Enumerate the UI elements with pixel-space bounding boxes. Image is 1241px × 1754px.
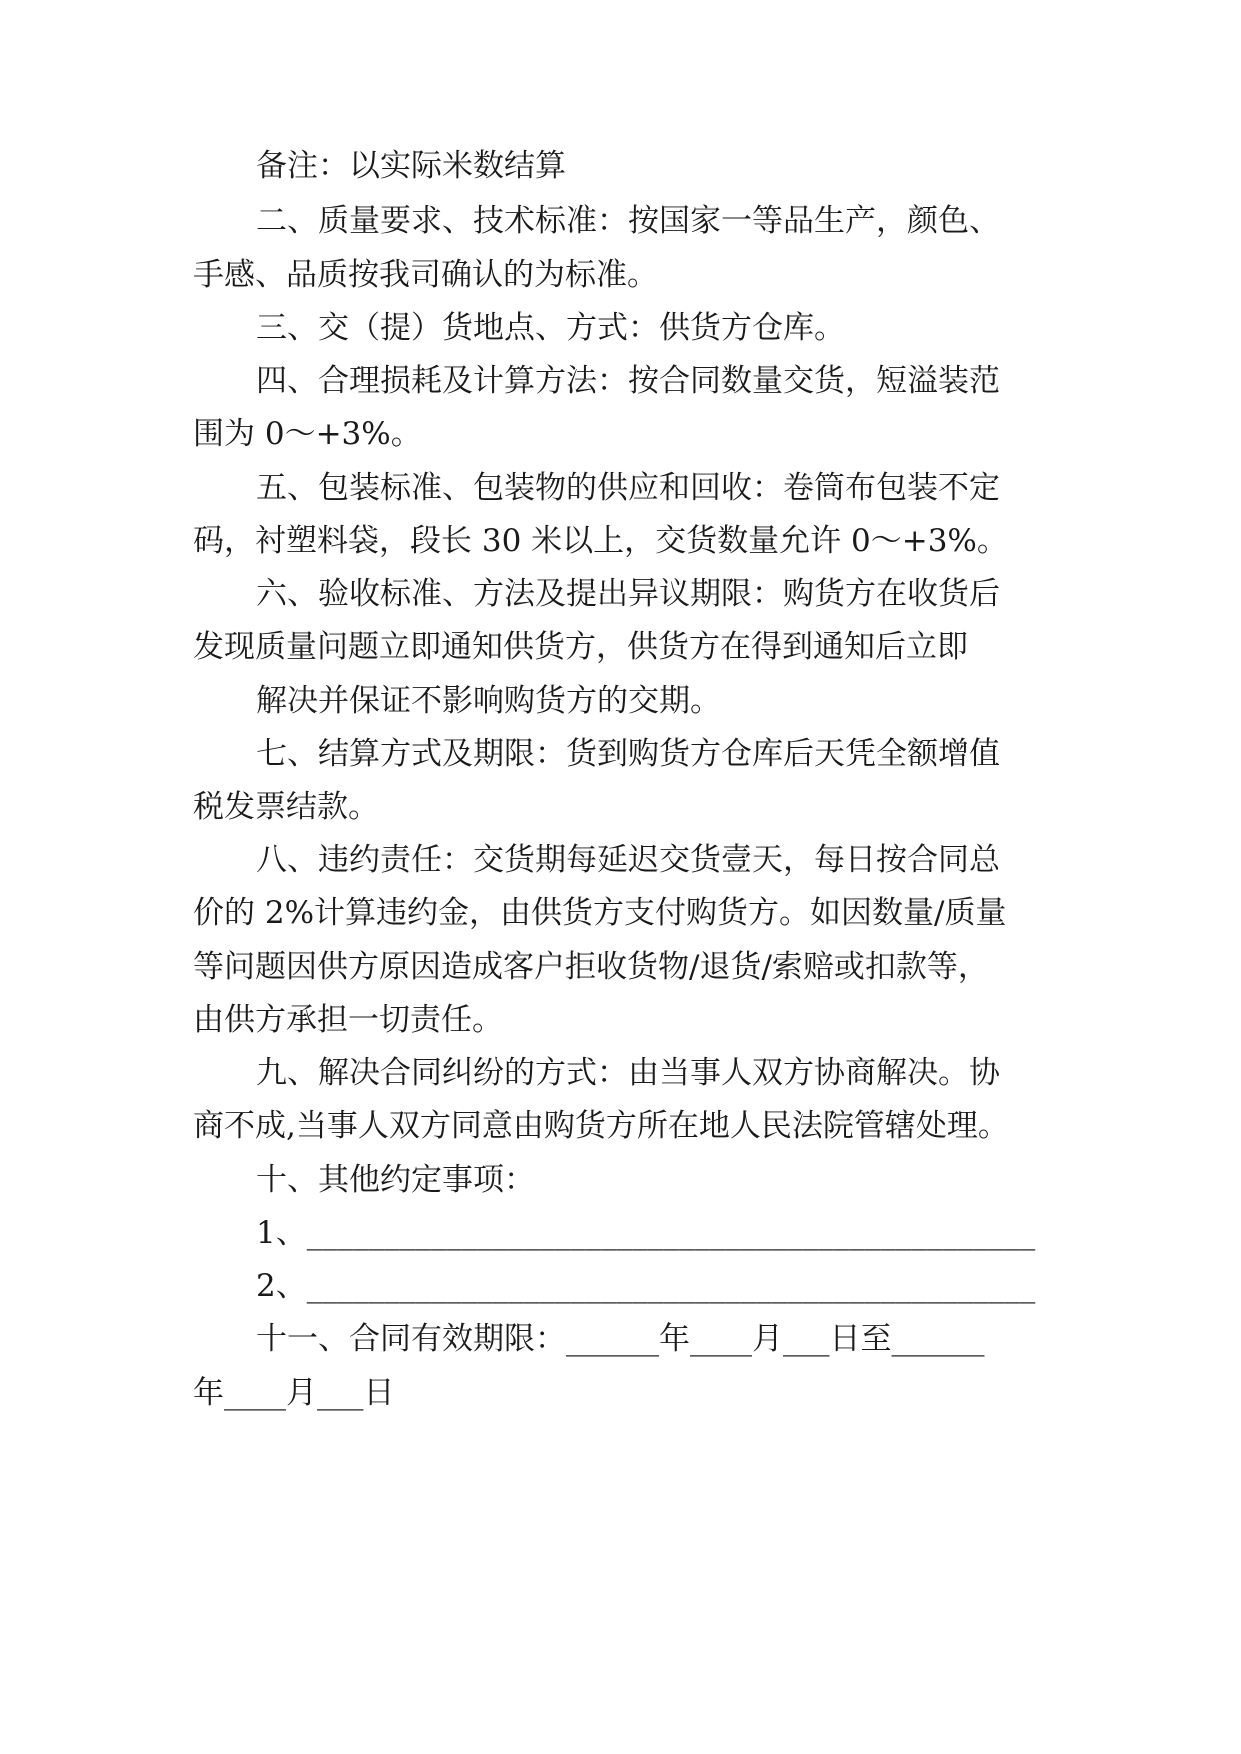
clause-5-line-2: 码，衬塑料袋，段长 30 米以上，交货数量允许 0～+3%。 [193,523,1008,559]
clause-6-line-3: 解决并保证不影响购货方的交期。 [256,683,721,719]
clause-11-line-1: 十一、合同有效期限：______年____月___日至______ [256,1321,985,1357]
clause-10-item-1: 1、_______________________________________________ [256,1215,1036,1251]
clause-7-line-2: 税发票结款。 [193,789,379,825]
clause-8-line-3: 等问题因供方原因造成客户拒收货物/退货/索赔或扣款等， [193,949,989,985]
clause-3-line-1: 三、交（提）货地点、方式：供货方仓库。 [256,310,845,346]
clause-8-line-1: 八、违约责任：交货期每延迟交货壹天，每日按合同总 [256,842,1000,878]
clause-4-line-2: 围为 0～+3%。 [193,416,422,452]
clause-10-item-2: 2、_______________________________________________ [256,1268,1036,1304]
clause-11-line-2: 年____月___日 [193,1375,395,1411]
clause-6-line-2: 发现质量问题立即通知供货方，供货方在得到通知后立即 [193,629,968,665]
clause-8-line-4: 由供方承担一切责任。 [193,1002,503,1038]
clause-5-line-1: 五、包装标准、包装物的供应和回收：卷筒布包装不定 [256,470,1000,506]
remark-line: 备注：以实际米数结算 [256,148,566,184]
clause-9-line-1: 九、解决合同纠纷的方式：由当事人双方协商解决。协 [256,1055,1000,1091]
clause-10-heading: 十、其他约定事项： [256,1162,535,1198]
clause-8-line-2: 价的 2%计算违约金，由供货方支付购货方。如因数量/质量 [193,895,1007,931]
clause-7-line-1: 七、结算方式及期限：货到购货方仓库后天凭全额增值 [256,736,1000,772]
clause-2-line-2: 手感、品质按我司确认的为标准。 [193,257,658,293]
clause-2-line-1: 二、质量要求、技术标准：按国家一等品生产，颜色、 [256,203,1000,239]
clause-9-line-2: 商不成,当事人双方同意由购货方所在地人民法院管辖处理。 [193,1108,1009,1144]
clause-6-line-1: 六、验收标准、方法及提出异议期限：购货方在收货后 [256,576,1000,612]
clause-4-line-1: 四、合理损耗及计算方法：按合同数量交货，短溢装范 [256,363,1000,399]
